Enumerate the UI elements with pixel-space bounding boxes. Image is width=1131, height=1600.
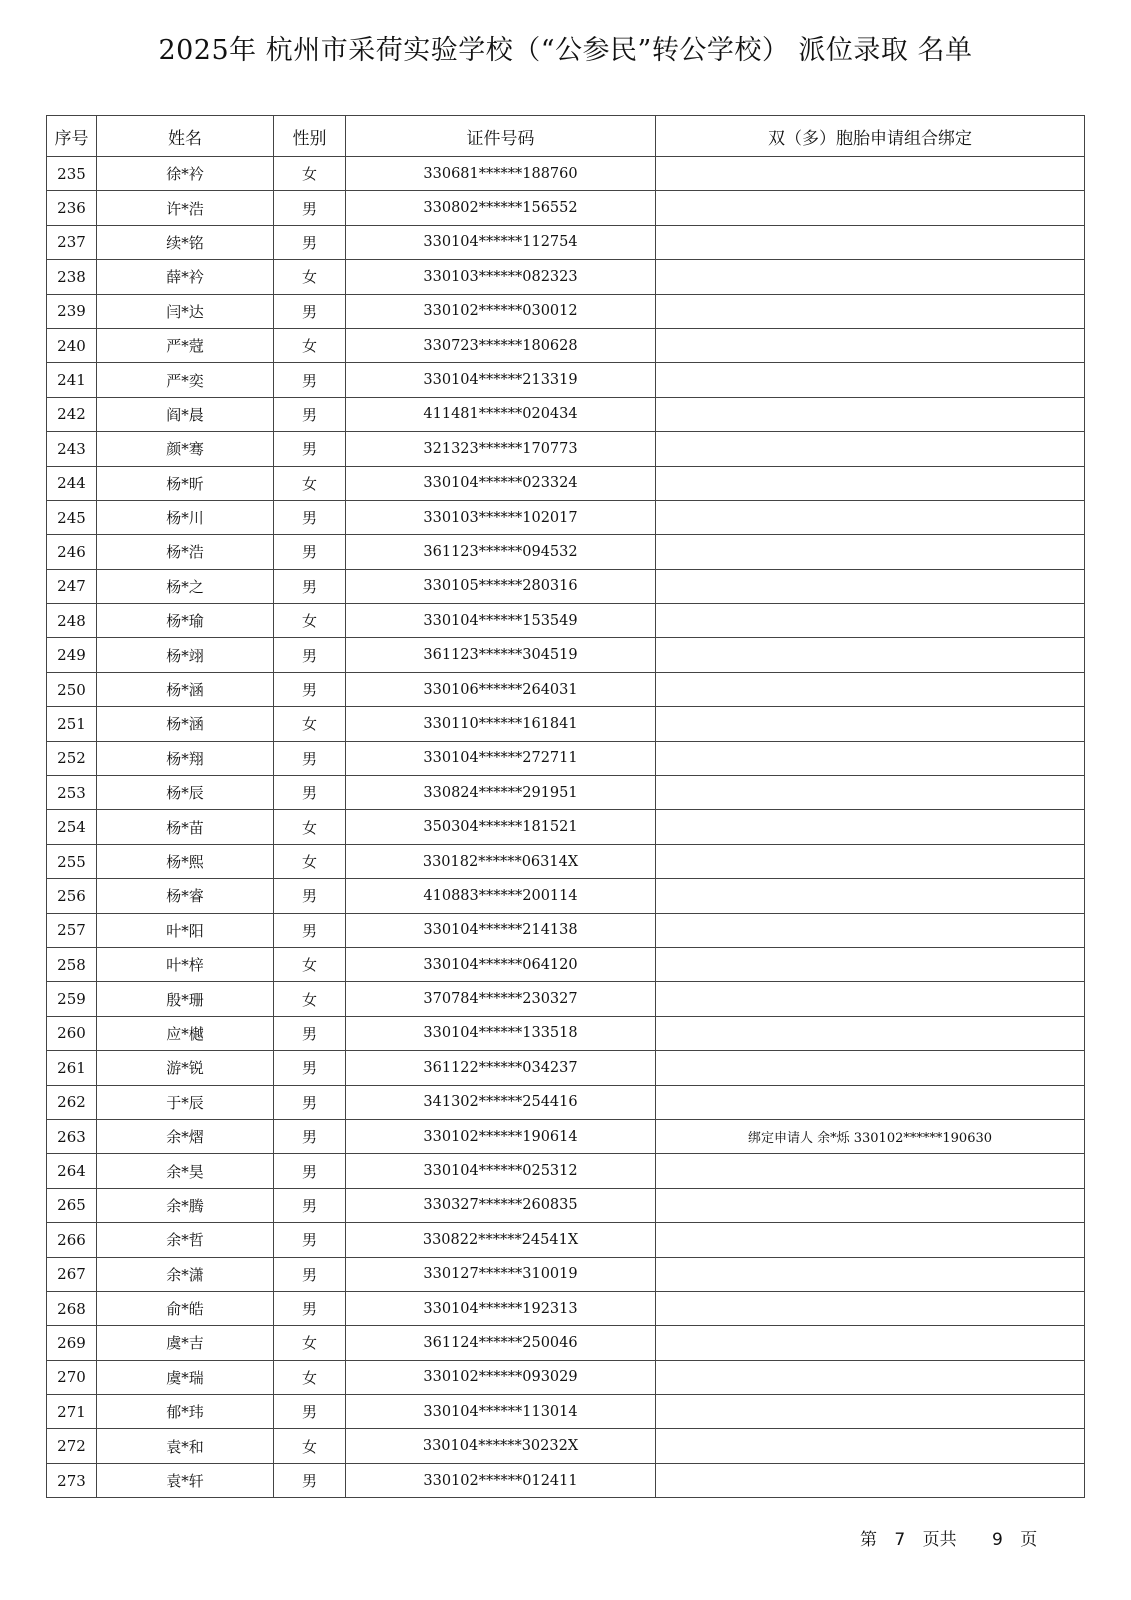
cell-id-number: 330127******310019 bbox=[346, 1257, 656, 1291]
cell-no: 272 bbox=[47, 1429, 97, 1463]
cell-name: 阎*晨 bbox=[97, 397, 274, 431]
cell-name: 杨*川 bbox=[97, 500, 274, 534]
cell-twins-binding bbox=[656, 294, 1085, 328]
cell-no: 237 bbox=[47, 225, 97, 259]
cell-no: 271 bbox=[47, 1395, 97, 1429]
cell-twins-binding bbox=[656, 260, 1085, 294]
cell-id-number: 361122******034237 bbox=[346, 1051, 656, 1085]
cell-no: 267 bbox=[47, 1257, 97, 1291]
cell-gender: 男 bbox=[274, 1463, 346, 1497]
cell-no: 247 bbox=[47, 569, 97, 603]
cell-name: 殷*珊 bbox=[97, 982, 274, 1016]
table-row bbox=[47, 1119, 1085, 1153]
cell-id-number: 330824******291951 bbox=[346, 776, 656, 810]
table-row bbox=[47, 1154, 1085, 1188]
cell-name: 闫*达 bbox=[97, 294, 274, 328]
cell-id-number: 330104******023324 bbox=[346, 466, 656, 500]
cell-id-number: 330182******06314X bbox=[346, 844, 656, 878]
cell-gender: 男 bbox=[274, 672, 346, 706]
cell-gender: 男 bbox=[274, 1395, 346, 1429]
cell-no: 252 bbox=[47, 741, 97, 775]
cell-no: 242 bbox=[47, 397, 97, 431]
cell-twins-binding bbox=[656, 604, 1085, 638]
cell-name: 余*腾 bbox=[97, 1188, 274, 1222]
cell-no: 239 bbox=[47, 294, 97, 328]
cell-gender: 男 bbox=[274, 569, 346, 603]
table-row bbox=[47, 1223, 1085, 1257]
cell-id-number: 330723******180628 bbox=[346, 328, 656, 362]
cell-id-number: 350304******181521 bbox=[346, 810, 656, 844]
cell-name: 许*浩 bbox=[97, 191, 274, 225]
cell-twins-binding bbox=[656, 1326, 1085, 1360]
page-footer bbox=[860, 1525, 1037, 1550]
cell-gender: 男 bbox=[274, 776, 346, 810]
cell-id-number: 330106******264031 bbox=[346, 672, 656, 706]
footer-suffix: 页 bbox=[1020, 1530, 1038, 1550]
cell-name: 叶*阳 bbox=[97, 913, 274, 947]
cell-gender: 男 bbox=[274, 535, 346, 569]
table-row bbox=[47, 844, 1085, 878]
cell-id-number: 330104******064120 bbox=[346, 947, 656, 981]
cell-id-number: 330104******153549 bbox=[346, 604, 656, 638]
cell-gender: 女 bbox=[274, 1326, 346, 1360]
cell-no: 265 bbox=[47, 1188, 97, 1222]
cell-no: 245 bbox=[47, 500, 97, 534]
cell-name: 续*铭 bbox=[97, 225, 274, 259]
cell-twins-binding bbox=[656, 1291, 1085, 1325]
cell-gender: 男 bbox=[274, 432, 346, 466]
cell-no: 269 bbox=[47, 1326, 97, 1360]
cell-id-number: 330102******190614 bbox=[346, 1119, 656, 1153]
table-row bbox=[47, 810, 1085, 844]
table-row bbox=[47, 1085, 1085, 1119]
cell-gender: 男 bbox=[274, 294, 346, 328]
cell-name: 虞*瑞 bbox=[97, 1360, 274, 1394]
table-row bbox=[47, 947, 1085, 981]
cell-id-number: 330105******280316 bbox=[346, 569, 656, 603]
cell-gender: 男 bbox=[274, 1154, 346, 1188]
cell-twins-binding bbox=[656, 638, 1085, 672]
cell-twins-binding bbox=[656, 741, 1085, 775]
cell-name: 杨*浩 bbox=[97, 535, 274, 569]
cell-no: 255 bbox=[47, 844, 97, 878]
cell-twins-binding bbox=[656, 844, 1085, 878]
table-row bbox=[47, 191, 1085, 225]
cell-twins-binding bbox=[656, 157, 1085, 191]
cell-gender: 男 bbox=[274, 225, 346, 259]
cell-twins-binding bbox=[656, 1188, 1085, 1222]
table-row bbox=[47, 1360, 1085, 1394]
cell-no: 243 bbox=[47, 432, 97, 466]
cell-twins-binding bbox=[656, 947, 1085, 981]
cell-gender: 男 bbox=[274, 191, 346, 225]
cell-name: 余*熠 bbox=[97, 1119, 274, 1153]
table-row bbox=[47, 1257, 1085, 1291]
cell-twins-binding bbox=[656, 225, 1085, 259]
table-row bbox=[47, 1051, 1085, 1085]
header-twins-binding: 双（多）胞胎申请组合绑定 bbox=[656, 116, 1085, 157]
cell-no: 244 bbox=[47, 466, 97, 500]
cell-twins-binding bbox=[656, 569, 1085, 603]
table-row bbox=[47, 1291, 1085, 1325]
table-row bbox=[47, 672, 1085, 706]
cell-no: 238 bbox=[47, 260, 97, 294]
cell-name: 余*潇 bbox=[97, 1257, 274, 1291]
cell-id-number: 330104******192313 bbox=[346, 1291, 656, 1325]
cell-id-number: 330110******161841 bbox=[346, 707, 656, 741]
cell-no: 249 bbox=[47, 638, 97, 672]
cell-id-number: 330104******133518 bbox=[346, 1016, 656, 1050]
cell-gender: 女 bbox=[274, 707, 346, 741]
cell-name: 徐*衿 bbox=[97, 157, 274, 191]
cell-id-number: 330104******213319 bbox=[346, 363, 656, 397]
cell-gender: 女 bbox=[274, 260, 346, 294]
cell-id-number: 330802******156552 bbox=[346, 191, 656, 225]
cell-name: 颜*骞 bbox=[97, 432, 274, 466]
cell-no: 236 bbox=[47, 191, 97, 225]
cell-twins-binding bbox=[656, 1257, 1085, 1291]
cell-name: 杨*涵 bbox=[97, 707, 274, 741]
table-row bbox=[47, 432, 1085, 466]
cell-no: 261 bbox=[47, 1051, 97, 1085]
table-row bbox=[47, 363, 1085, 397]
cell-no: 264 bbox=[47, 1154, 97, 1188]
cell-no: 270 bbox=[47, 1360, 97, 1394]
cell-twins-binding bbox=[656, 1429, 1085, 1463]
cell-name: 杨*熙 bbox=[97, 844, 274, 878]
cell-id-number: 330104******30232X bbox=[346, 1429, 656, 1463]
cell-id-number: 330102******093029 bbox=[346, 1360, 656, 1394]
table-row bbox=[47, 604, 1085, 638]
cell-id-number: 330104******112754 bbox=[346, 225, 656, 259]
cell-name: 杨*昕 bbox=[97, 466, 274, 500]
cell-id-number: 330681******188760 bbox=[346, 157, 656, 191]
current-page-number: 7 bbox=[894, 1530, 906, 1550]
cell-gender: 女 bbox=[274, 982, 346, 1016]
cell-id-number: 321323******170773 bbox=[346, 432, 656, 466]
cell-id-number: 361123******304519 bbox=[346, 638, 656, 672]
cell-name: 杨*瑜 bbox=[97, 604, 274, 638]
cell-id-number: 330104******113014 bbox=[346, 1395, 656, 1429]
cell-id-number: 330102******030012 bbox=[346, 294, 656, 328]
cell-twins-binding bbox=[656, 1463, 1085, 1497]
table-row bbox=[47, 500, 1085, 534]
cell-twins-binding bbox=[656, 913, 1085, 947]
cell-twins-binding bbox=[656, 776, 1085, 810]
cell-id-number: 330104******272711 bbox=[346, 741, 656, 775]
cell-gender: 男 bbox=[274, 1291, 346, 1325]
cell-no: 257 bbox=[47, 913, 97, 947]
cell-gender: 男 bbox=[274, 879, 346, 913]
cell-gender: 男 bbox=[274, 363, 346, 397]
cell-twins-binding bbox=[656, 397, 1085, 431]
table-row bbox=[47, 638, 1085, 672]
table-row bbox=[47, 294, 1085, 328]
cell-name: 杨*涵 bbox=[97, 672, 274, 706]
table-row bbox=[47, 157, 1085, 191]
cell-gender: 女 bbox=[274, 947, 346, 981]
cell-no: 273 bbox=[47, 1463, 97, 1497]
cell-gender: 男 bbox=[274, 500, 346, 534]
cell-no: 251 bbox=[47, 707, 97, 741]
cell-id-number: 330102******012411 bbox=[346, 1463, 656, 1497]
cell-gender: 男 bbox=[274, 397, 346, 431]
cell-name: 余*昊 bbox=[97, 1154, 274, 1188]
total-pages-number: 9 bbox=[992, 1530, 1003, 1550]
cell-no: 250 bbox=[47, 672, 97, 706]
cell-twins-binding bbox=[656, 432, 1085, 466]
cell-gender: 男 bbox=[274, 913, 346, 947]
cell-name: 杨*睿 bbox=[97, 879, 274, 913]
cell-gender: 女 bbox=[274, 1360, 346, 1394]
cell-id-number: 330822******24541X bbox=[346, 1223, 656, 1257]
table-row bbox=[47, 707, 1085, 741]
cell-id-number: 330327******260835 bbox=[346, 1188, 656, 1222]
table-row bbox=[47, 913, 1085, 947]
cell-id-number: 361123******094532 bbox=[346, 535, 656, 569]
cell-twins-binding bbox=[656, 1395, 1085, 1429]
cell-no: 253 bbox=[47, 776, 97, 810]
cell-name: 袁*轩 bbox=[97, 1463, 274, 1497]
cell-twins-binding bbox=[656, 707, 1085, 741]
cell-twins-binding: 绑定申请人 余*烁 330102******190630 bbox=[656, 1119, 1085, 1153]
cell-twins-binding bbox=[656, 466, 1085, 500]
cell-no: 241 bbox=[47, 363, 97, 397]
document-title: 2025年 杭州市采荷实验学校（“公参民”转公学校） 派位录取 名单 bbox=[158, 35, 973, 66]
cell-twins-binding bbox=[656, 982, 1085, 1016]
table-header-row bbox=[47, 116, 1085, 157]
cell-name: 杨*翊 bbox=[97, 638, 274, 672]
cell-gender: 男 bbox=[274, 1085, 346, 1119]
cell-id-number: 341302******254416 bbox=[346, 1085, 656, 1119]
table-row bbox=[47, 397, 1085, 431]
cell-no: 258 bbox=[47, 947, 97, 981]
cell-twins-binding bbox=[656, 1085, 1085, 1119]
cell-twins-binding bbox=[656, 328, 1085, 362]
cell-no: 240 bbox=[47, 328, 97, 362]
table-row bbox=[47, 1326, 1085, 1360]
cell-name: 杨*辰 bbox=[97, 776, 274, 810]
table-row bbox=[47, 328, 1085, 362]
cell-gender: 男 bbox=[274, 1051, 346, 1085]
cell-twins-binding bbox=[656, 500, 1085, 534]
cell-no: 262 bbox=[47, 1085, 97, 1119]
cell-gender: 男 bbox=[274, 638, 346, 672]
cell-twins-binding bbox=[656, 1223, 1085, 1257]
cell-id-number: 370784******230327 bbox=[346, 982, 656, 1016]
cell-no: 246 bbox=[47, 535, 97, 569]
header-gender: 性别 bbox=[274, 116, 346, 157]
table-body bbox=[47, 157, 1085, 1498]
cell-twins-binding bbox=[656, 191, 1085, 225]
cell-no: 254 bbox=[47, 810, 97, 844]
cell-gender: 女 bbox=[274, 466, 346, 500]
cell-name: 余*哲 bbox=[97, 1223, 274, 1257]
cell-gender: 男 bbox=[274, 1119, 346, 1153]
table-row bbox=[47, 1429, 1085, 1463]
cell-name: 郁*玮 bbox=[97, 1395, 274, 1429]
cell-twins-binding bbox=[656, 1051, 1085, 1085]
cell-twins-binding bbox=[656, 1154, 1085, 1188]
cell-name: 于*辰 bbox=[97, 1085, 274, 1119]
cell-twins-binding bbox=[656, 879, 1085, 913]
table-row bbox=[47, 879, 1085, 913]
table-row bbox=[47, 982, 1085, 1016]
cell-no: 263 bbox=[47, 1119, 97, 1153]
admission-roster-table bbox=[46, 115, 1085, 1498]
cell-no: 256 bbox=[47, 879, 97, 913]
cell-id-number: 361124******250046 bbox=[346, 1326, 656, 1360]
cell-id-number: 330104******214138 bbox=[346, 913, 656, 947]
cell-twins-binding bbox=[656, 1016, 1085, 1050]
cell-gender: 女 bbox=[274, 157, 346, 191]
cell-id-number: 330103******082323 bbox=[346, 260, 656, 294]
cell-gender: 女 bbox=[274, 810, 346, 844]
table-row bbox=[47, 466, 1085, 500]
cell-name: 杨*苗 bbox=[97, 810, 274, 844]
header-name: 姓名 bbox=[97, 116, 274, 157]
cell-gender: 女 bbox=[274, 844, 346, 878]
cell-name: 应*樾 bbox=[97, 1016, 274, 1050]
cell-id-number: 330103******102017 bbox=[346, 500, 656, 534]
cell-no: 266 bbox=[47, 1223, 97, 1257]
table-row bbox=[47, 1188, 1085, 1222]
table-row bbox=[47, 535, 1085, 569]
cell-name: 叶*梓 bbox=[97, 947, 274, 981]
cell-gender: 男 bbox=[274, 1223, 346, 1257]
cell-name: 杨*之 bbox=[97, 569, 274, 603]
cell-id-number: 330104******025312 bbox=[346, 1154, 656, 1188]
cell-name: 袁*和 bbox=[97, 1429, 274, 1463]
cell-twins-binding bbox=[656, 672, 1085, 706]
table-row bbox=[47, 1395, 1085, 1429]
cell-id-number: 411481******020434 bbox=[346, 397, 656, 431]
footer-prefix: 第 bbox=[860, 1530, 877, 1550]
cell-no: 260 bbox=[47, 1016, 97, 1050]
cell-gender: 男 bbox=[274, 1016, 346, 1050]
table-row bbox=[47, 260, 1085, 294]
cell-gender: 男 bbox=[274, 741, 346, 775]
footer-middle: 页共 bbox=[922, 1530, 957, 1550]
cell-twins-binding bbox=[656, 535, 1085, 569]
cell-no: 248 bbox=[47, 604, 97, 638]
table-row bbox=[47, 225, 1085, 259]
cell-gender: 女 bbox=[274, 328, 346, 362]
cell-name: 严*奕 bbox=[97, 363, 274, 397]
cell-twins-binding bbox=[656, 363, 1085, 397]
cell-name: 虞*吉 bbox=[97, 1326, 274, 1360]
cell-no: 235 bbox=[47, 157, 97, 191]
cell-gender: 男 bbox=[274, 1188, 346, 1222]
cell-no: 268 bbox=[47, 1291, 97, 1325]
cell-no: 259 bbox=[47, 982, 97, 1016]
cell-name: 薛*衿 bbox=[97, 260, 274, 294]
cell-name: 严*蒄 bbox=[97, 328, 274, 362]
table-row bbox=[47, 569, 1085, 603]
header-id: 证件号码 bbox=[346, 116, 656, 157]
header-no: 序号 bbox=[47, 116, 97, 157]
cell-twins-binding bbox=[656, 1360, 1085, 1394]
cell-twins-binding bbox=[656, 810, 1085, 844]
table-row bbox=[47, 1463, 1085, 1497]
cell-name: 游*锐 bbox=[97, 1051, 274, 1085]
table-row bbox=[47, 776, 1085, 810]
cell-id-number: 410883******200114 bbox=[346, 879, 656, 913]
cell-gender: 男 bbox=[274, 1257, 346, 1291]
table-row bbox=[47, 741, 1085, 775]
cell-name: 俞*皓 bbox=[97, 1291, 274, 1325]
cell-gender: 女 bbox=[274, 1429, 346, 1463]
table-row bbox=[47, 1016, 1085, 1050]
cell-gender: 女 bbox=[274, 604, 346, 638]
cell-name: 杨*翔 bbox=[97, 741, 274, 775]
